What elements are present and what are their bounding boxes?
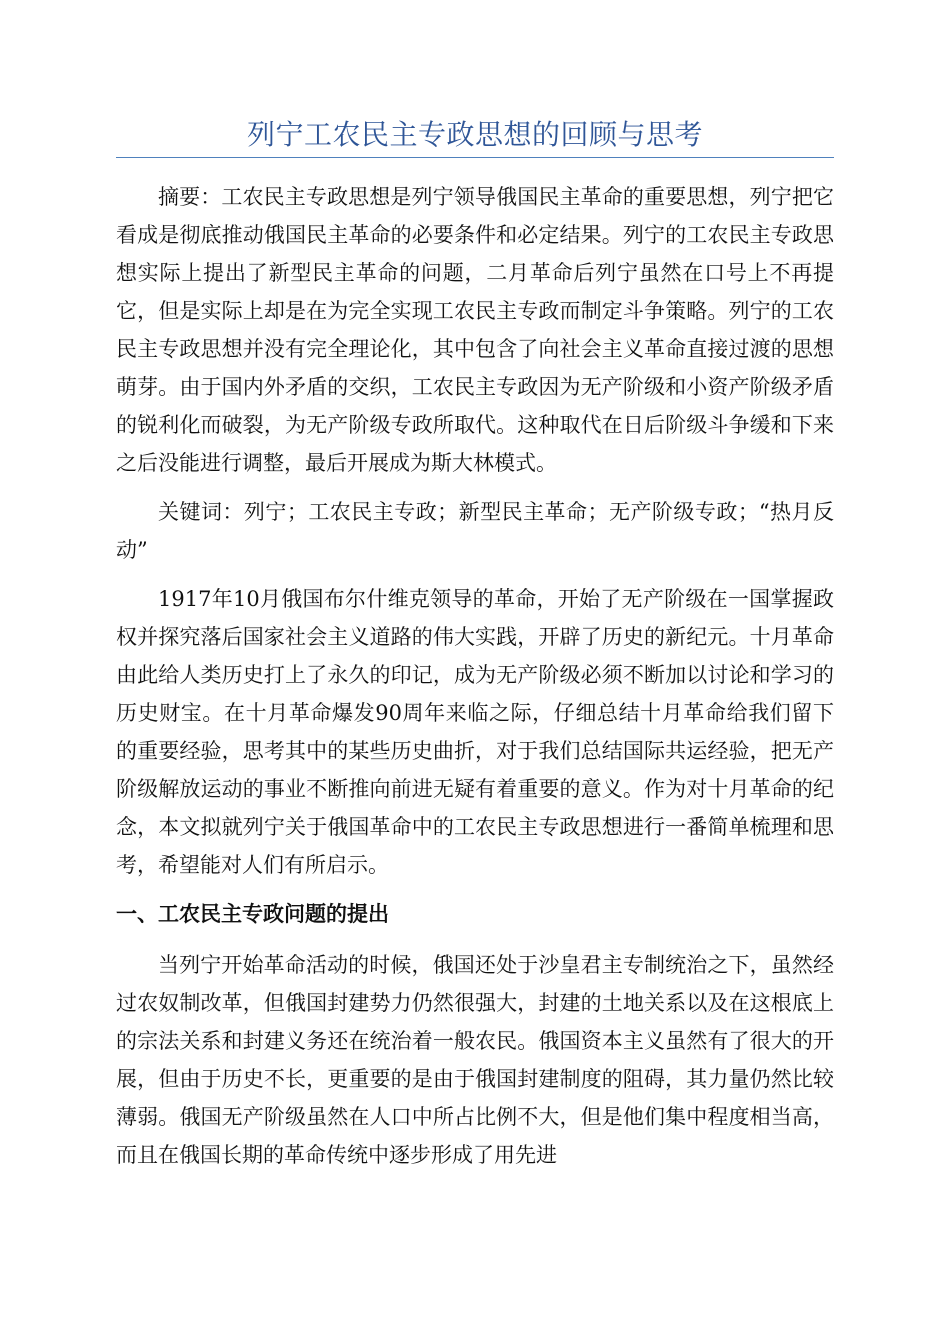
- document-page: [116, 0, 834, 1185]
- document-title: 列宁工农民主专政思想的回顾与思考: [246, 118, 703, 151]
- title-underline: [116, 157, 834, 158]
- section-heading: 一、工农民主专政问题的提出: [116, 902, 389, 926]
- intro-paragraph: 1917年10月俄国布尔什维克领导的革命，开始了无产阶级在一国掌握政权并探究落后国家社会主义道路的伟大实践，开辟了历史的新纪元。十月革命由此给人类历史打上了永久的印记，成为无产阶级必须不断加以讨论和学习的历史财宝。在十月革命爆发90周年来临之际，仔细总结十月革命给我们留下的重要经验，思考其中的某些历史曲折，对于我们总结国际共运经验，把无产阶级解放运动的事业不断推向前进无疑有着重要的意义。作为对十月革命的纪念，本文拟就列宁关于俄国革命中的工农民主专政思想进行一番简单梳理和思考，希望能对人们有所启示。: [116, 587, 834, 877]
- section-paragraph: 当列宁开始革命活动的时候，俄国还处于沙皇君主专制统治之下，虽然经过农奴制改革，但俄国封建势力仍然很强大，封建的土地关系以及在这根底上的宗法关系和封建义务还在统治着一般农民。俄国资本主义虽然有了很大的开展，但由于历史不长，更重要的是由于俄国封建制度的阻碍，其力量仍然比较薄弱。俄国无产阶级虽然在人口中所占比例不大，但是他们集中程度相当高，而且在俄国长期的革命传统中逐步形成了用先进: [116, 953, 834, 1167]
- abstract-paragraph: 摘要：工农民主专政思想是列宁领导俄国民主革命的重要思想，列宁把它看成是彻底推动俄国民主革命的必要条件和必定结果。列宁的工农民主专政思想实际上提出了新型民主革命的问题，二月革命后列宁虽然在口号上不再提它，但是实际上却是在为完全实现工农民主专政而制定斗争策略。列宁的工农民主专政思想并没有完全理论化，其中包含了向社会主义革命直接过渡的思想萌芽。由于国内外矛盾的交织，工农民主专政因为无产阶级和小资产阶级矛盾的锐利化而破裂，为无产阶级专政所取代。这种取代在日后阶级斗争缓和下来之后没能进行调整，最后开展成为斯大林模式。: [116, 185, 834, 475]
- keywords-paragraph: 关键词：列宁；工农民主专政；新型民主革命；无产阶级专政；“热月反动”: [116, 500, 834, 562]
